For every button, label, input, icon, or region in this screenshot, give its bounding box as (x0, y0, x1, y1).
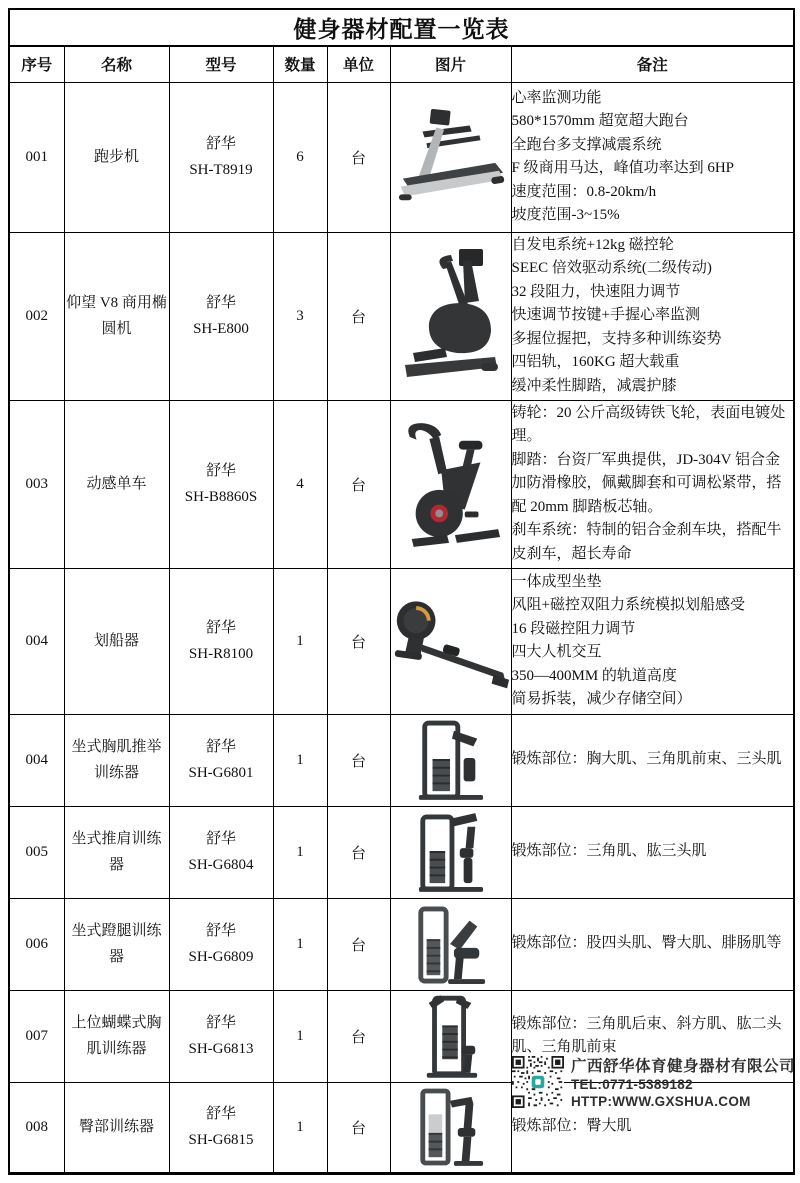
cell-serial: 002 (9, 232, 64, 400)
brand-text: 舒华 (205, 739, 236, 755)
cell-remark (511, 806, 794, 898)
cell-model (169, 898, 273, 990)
cell-image (390, 568, 511, 714)
model-text: SH-G6801 (188, 765, 254, 781)
brand-text: 舒华 (205, 620, 236, 636)
cell-unit: 台 (327, 714, 390, 806)
cell-name: 划船器 (64, 568, 169, 714)
cell-remark (511, 232, 794, 400)
cell-image (390, 232, 511, 400)
cell-unit: 台 (327, 806, 390, 898)
cell-qty: 1 (273, 990, 327, 1082)
table-row (9, 232, 794, 400)
remark-line: 锻炼部位：三角肌、肱三头肌 (511, 843, 707, 860)
cell-serial: 008 (9, 1082, 64, 1173)
table-header-row (9, 46, 794, 82)
model-text: SH-G6815 (188, 1132, 254, 1148)
cell-unit: 台 (327, 898, 390, 990)
cell-name: 坐式胸肌推举训练器 (64, 714, 169, 806)
cell-image (390, 400, 511, 568)
column-header-no: 序号 (9, 46, 64, 82)
model-text: SH-T8919 (189, 162, 253, 178)
vendor-phone: TEL:0771-5389182 (571, 1077, 693, 1092)
cell-model (169, 400, 273, 568)
treadmill-photo (393, 101, 509, 213)
remark-line: 多握位握把，支持多种训练姿势 (511, 330, 722, 347)
cell-qty: 6 (273, 82, 327, 232)
remark-line: 简易拆装，减少存储空间） (511, 691, 692, 707)
page-title: 健身器材配置一览表 (9, 9, 794, 46)
cell-name: 跑步机 (64, 82, 169, 232)
table-row (9, 400, 794, 568)
brand-text: 舒华 (205, 1106, 236, 1122)
cell-name: 动感单车 (64, 400, 169, 568)
cell-qty: 1 (273, 1082, 327, 1173)
cell-qty: 1 (273, 568, 327, 714)
remark-line: 坡度范围-3~15% (511, 207, 620, 223)
cell-unit: 台 (327, 232, 390, 400)
remark-line: 刹车系统：特制的铝合金刹车块，搭配牛皮刹车，超长寿命 (511, 522, 782, 562)
remark-line: 自发电系统+12kg 磁控轮 (511, 236, 674, 253)
cell-serial: 007 (9, 990, 64, 1082)
chest-press-photo (415, 717, 487, 803)
remark-line: 锻炼部位：三角肌后束、斜方肌、肱二头肌、三角肌前束 (511, 1015, 782, 1055)
remark-line: 脚踏：台资厂军典提供，JD-304V 铝合金加防滑橡胶，佩戴脚套和可调松紧带，搭配 20mm 脚踏板芯轴。 (511, 451, 782, 515)
cell-name: 臀部训练器 (64, 1082, 169, 1173)
brand-text: 舒华 (205, 463, 236, 479)
column-header-name: 名称 (64, 46, 169, 82)
remark-line: 锻炼部位：臀大肌 (511, 1118, 632, 1135)
cell-unit: 台 (327, 990, 390, 1082)
cell-remark (511, 898, 794, 990)
leg-press-photo (413, 901, 489, 987)
cell-unit: 台 (327, 568, 390, 714)
brand-text: 舒华 (205, 831, 236, 847)
cell-image (390, 806, 511, 898)
qr-code (512, 1056, 564, 1108)
table-title-row (9, 9, 794, 46)
remark-line: 锻炼部位：股四头肌、臀大肌、腓肠肌等 (511, 935, 782, 952)
cell-model (169, 82, 273, 232)
cell-image (390, 898, 511, 990)
remark-line: 缓冲柔性脚踏，减震护膝 (511, 377, 677, 394)
table-row (9, 898, 794, 990)
cell-serial: 004 (9, 568, 64, 714)
equipment-table (8, 8, 795, 1175)
rower-photo (391, 586, 511, 696)
cell-remark (511, 568, 794, 714)
table-row (9, 806, 794, 898)
vendor-website: HTTP:WWW.GXSHUA.COM (571, 1094, 751, 1109)
remark-line: 速度范围：0.8-20km/h (511, 183, 657, 200)
remark-line: 580*1570mm 超宽超大跑台 (511, 113, 689, 129)
brand-text: 舒华 (205, 1015, 236, 1031)
cell-qty: 4 (273, 400, 327, 568)
remark-line: 锻炼部位：胸大肌、三角肌前束、三头肌 (511, 751, 782, 768)
remark-line: 风阻+磁控双阻力系统模拟划船感受 (511, 597, 745, 613)
model-text: SH-G6809 (188, 949, 254, 965)
cell-remark (511, 82, 794, 232)
column-header-model: 型号 (169, 46, 273, 82)
cell-unit: 台 (327, 400, 390, 568)
brand-text: 舒华 (205, 295, 236, 311)
remark-line: 四大人机交互 (511, 644, 602, 660)
cell-image (390, 1082, 511, 1173)
column-header-unit: 单位 (327, 46, 390, 82)
remark-line: 全跑台多支撑减震系统 (511, 136, 662, 153)
cell-model (169, 806, 273, 898)
brand-text: 舒华 (205, 136, 236, 152)
vendor-company-name: 广西舒华体育健身器材有限公司 (571, 1058, 796, 1075)
cell-name: 坐式蹬腿训练器 (64, 898, 169, 990)
remark-line: 铸轮：20 公斤高级铸铁飞轮，表面电镀处理。 (511, 404, 786, 445)
remark-line: 350—400MM 的轨道高度 (511, 667, 677, 684)
table-row (9, 568, 794, 714)
model-text: SH-R8100 (188, 646, 254, 662)
cell-qty: 1 (273, 806, 327, 898)
remark-line: 一体成型坐垫 (511, 573, 602, 590)
cell-qty: 3 (273, 232, 327, 400)
shoulder-press-photo (415, 809, 487, 895)
spin-bike-photo (396, 415, 506, 553)
model-text: SH-G6813 (188, 1041, 254, 1057)
cell-serial: 006 (9, 898, 64, 990)
column-header-remark: 备注 (511, 46, 794, 82)
cell-remark (511, 714, 794, 806)
table-row (9, 714, 794, 806)
cell-qty: 1 (273, 714, 327, 806)
remark-line: 32 段阻力，快速阻力调节 (511, 283, 681, 300)
cell-model (169, 568, 273, 714)
remark-line: F 级商用马达，峰值功率达到 6HP (511, 160, 735, 176)
cell-qty: 1 (273, 898, 327, 990)
model-text: SH-B8860S (184, 489, 258, 505)
cell-unit: 台 (327, 1082, 390, 1173)
cell-model (169, 1082, 273, 1173)
cell-serial: 005 (9, 806, 64, 898)
remark-line: 四铝轨，160KG 超大载重 (511, 354, 680, 371)
remark-line: SEEC 倍效驱动系统(二级传动) (511, 260, 712, 277)
cell-model (169, 714, 273, 806)
cell-name: 仰望 V8 商用椭圆机 (64, 232, 169, 400)
cell-model (169, 232, 273, 400)
cell-serial: 004 (9, 714, 64, 806)
column-header-qty: 数量 (273, 46, 327, 82)
cell-image (390, 990, 511, 1082)
table-row (9, 82, 794, 232)
cell-image (390, 82, 511, 232)
cell-serial: 001 (9, 82, 64, 232)
column-header-image: 图片 (390, 46, 511, 82)
vendor-stamp (512, 1056, 794, 1110)
remark-line: 16 段磁控阻力调节 (511, 620, 636, 637)
glute-trainer-photo (415, 1085, 487, 1169)
cell-name: 上位蝴蝶式胸肌训练器 (64, 990, 169, 1082)
remark-line: 心率监测功能 (511, 89, 602, 106)
model-text: SH-E800 (193, 321, 249, 337)
cell-unit: 台 (327, 82, 390, 232)
cell-image (390, 714, 511, 806)
brand-text: 舒华 (205, 923, 236, 939)
remark-line: 快速调节按键+手握心率监测 (511, 307, 700, 324)
cell-serial: 003 (9, 400, 64, 568)
cell-remark (511, 400, 794, 568)
cell-name: 坐式推肩训练器 (64, 806, 169, 898)
elliptical-photo (399, 245, 503, 387)
pec-fly-photo (419, 993, 483, 1079)
cell-model (169, 990, 273, 1082)
model-text: SH-G6804 (188, 857, 254, 873)
